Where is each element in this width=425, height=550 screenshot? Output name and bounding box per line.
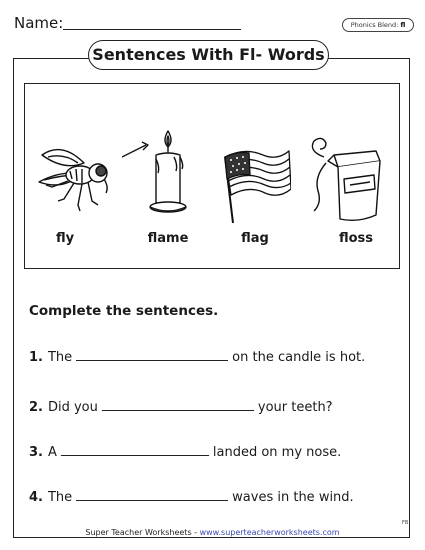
- answer-blank[interactable]: [76, 488, 228, 501]
- candle-flame-icon: [122, 127, 202, 227]
- footer-site-name: Super Teacher Worksheets: [85, 528, 192, 537]
- picture-word-flame: flame: [147, 231, 189, 246]
- footer-url-link[interactable]: www.superteacherworksheets.com: [199, 528, 340, 537]
- dental-floss-icon: [304, 127, 384, 227]
- sentence-number: 1.: [29, 350, 43, 365]
- sentence-3: [29, 443, 341, 460]
- picture-word-flag: flag: [241, 231, 269, 246]
- sentence-1: [29, 348, 365, 365]
- sentence-text-after: landed on my nose.: [212, 445, 342, 460]
- sentence-number: 4.: [29, 490, 43, 505]
- sentence-text-after: waves in the wind.: [232, 490, 354, 505]
- answer-blank[interactable]: [61, 443, 209, 456]
- name-label: Name:: [14, 14, 64, 32]
- answer-blank[interactable]: [102, 398, 254, 411]
- sentence-text-after: on the candle is hot.: [232, 350, 366, 365]
- sentence-text-before: The: [47, 490, 73, 505]
- sentence-2: [29, 398, 333, 415]
- answer-blank[interactable]: [76, 348, 228, 361]
- sentence-text-before: The: [47, 350, 73, 365]
- footer: [0, 528, 425, 537]
- worksheet-code: FB: [402, 520, 409, 526]
- name-blank-line: [63, 29, 241, 30]
- badge-prefix: Phonics Blend:: [350, 21, 399, 29]
- footer-separator: -: [191, 528, 200, 537]
- sentence-text-before: Did you: [47, 400, 98, 415]
- sentence-number: 3.: [29, 445, 43, 460]
- flag-icon: [211, 127, 291, 227]
- picture-word-floss: floss: [338, 231, 374, 246]
- fly-icon: [34, 127, 114, 227]
- sentence-text-after: your teeth?: [257, 400, 333, 415]
- sentence-number: 2.: [29, 400, 43, 415]
- worksheet-title: Sentences With Fl- Words: [88, 40, 329, 70]
- sentence-text-before: A: [47, 445, 57, 460]
- phonics-blend-badge: [342, 18, 414, 32]
- sentence-4: [29, 488, 354, 505]
- instructions-heading: Complete the sentences.: [29, 303, 219, 319]
- picture-word-fly: fly: [55, 231, 75, 246]
- badge-value: fl: [400, 21, 406, 29]
